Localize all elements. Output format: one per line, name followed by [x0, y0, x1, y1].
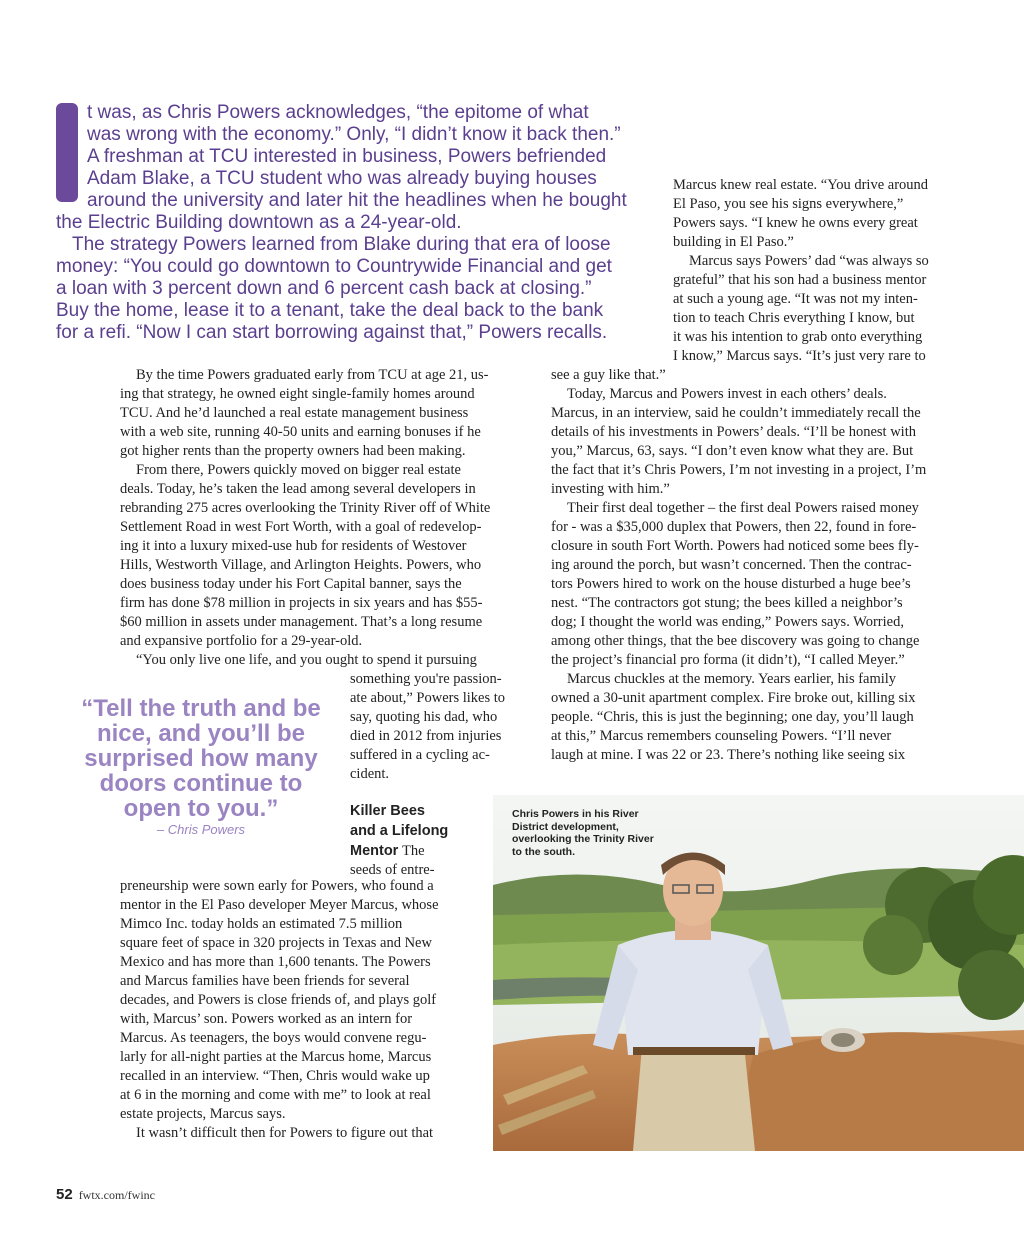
text-line: It wasn’t difficult then for Powers to figure out that: [136, 1125, 434, 1141]
text-line: at 6 in the morning and come with me” to look at real: [120, 1087, 431, 1103]
page-footer: [56, 1186, 155, 1203]
text-line: the project’s financial pro forma (it didn’t), “I called Meyer.”: [551, 652, 905, 668]
text-line: building in El Paso.”: [673, 234, 794, 250]
text-line: dog; I thought the world was ending,” Powers says. Worried,: [551, 614, 904, 630]
text-line: at such a young age. “It was not my inten-: [673, 291, 918, 307]
text-line: Settlement Road in west Fort Worth, with a goal of redevelop-: [120, 519, 482, 535]
heading-line: and a Lifelong: [350, 823, 449, 839]
caption-line: District development,: [512, 820, 619, 833]
right-top-column: [673, 176, 973, 366]
pull-quote-line: doors continue to: [99, 770, 303, 797]
heading-tail-text: The: [401, 843, 425, 859]
left-column: [120, 366, 520, 670]
text-line: Mexico and has more than 1,600 tenants. The Powers: [120, 954, 431, 970]
pull-quote-line: surprised how many: [84, 745, 318, 772]
text-line: investing with him.”: [551, 481, 670, 497]
intro-line: t was, as Chris Powers acknowledges, “the epitome of what: [87, 102, 589, 123]
text-line: see a guy like that.”: [551, 367, 666, 383]
text-line: say, quoting his dad, who: [350, 709, 498, 725]
text-line: and Marcus families have been friends for several: [120, 973, 410, 989]
heading-line: Mentor: [350, 843, 399, 859]
page-number: 52: [56, 1186, 73, 1203]
text-line: details of his investments in Powers’ deals. “I’ll be honest with: [551, 424, 916, 440]
intro-line: The strategy Powers learned from Blake during that era of loose: [72, 234, 611, 255]
intro-line: a loan with 3 percent down and 6 percent cash back at closing.”: [56, 278, 592, 299]
heading-line: Killer Bees: [350, 803, 425, 819]
text-line: recalled in an interview. “Then, Chris would wake up: [120, 1068, 430, 1084]
text-line: Today, Marcus and Powers invest in each others’ deals.: [567, 386, 887, 402]
text-line: owned a 30-unit apartment complex. Fire broke out, killing six: [551, 690, 916, 706]
intro-line: money: “You could go downtown to Countrywide Financial and get: [56, 256, 612, 277]
text-line: Their first deal together – the first deal Powers raised money: [567, 500, 919, 516]
text-line: seeds of entre-: [350, 862, 435, 878]
text-line: firm has done $78 million in projects in six years and has $55-: [120, 595, 483, 611]
intro-paragraph: [56, 102, 666, 344]
intro-line: around the university and later hit the headlines when he bought: [87, 190, 627, 211]
text-line: decades, and Powers is close friends of, and plays golf: [120, 992, 437, 1008]
text-line: Marcus says Powers’ dad “was always so: [689, 253, 929, 269]
text-line: By the time Powers graduated early from TCU at age 21, us-: [136, 367, 489, 383]
text-line: TCU. And he’d launched a real estate management business: [120, 405, 469, 421]
text-line: got higher rents than the property owners had been making.: [120, 443, 466, 459]
intro-line: for a refi. “Now I can start borrowing against that,” Powers recalls.: [56, 322, 608, 343]
text-line: Marcus, in an interview, said he couldn’t immediately recall the: [551, 405, 921, 421]
text-line: preneurship were sown early for Powers, who found a: [120, 878, 434, 894]
caption-line: Chris Powers in his River: [512, 808, 639, 820]
text-line: From there, Powers quickly moved on bigger real estate: [136, 462, 461, 478]
text-line: something you're passion-: [350, 671, 502, 687]
text-line: I know,” Marcus says. “It’s just very rare to: [673, 348, 926, 364]
pull-quote-author: – Chris Powers: [156, 822, 246, 837]
text-line: laugh at mine. I was 22 or 23. There’s nothing like seeing six: [551, 747, 906, 763]
text-line: “You only live one life, and you ought to spend it pursuing: [136, 652, 477, 668]
text-line: it was his intention to grab onto everything: [673, 329, 923, 345]
text-line: El Paso, you see his signs everywhere,”: [673, 196, 904, 212]
text-line: Marcus. As teenagers, the boys would convene regu-: [120, 1030, 427, 1046]
text-line: people. “Chris, this is just the beginning; one day, you’ll laugh: [551, 709, 914, 725]
footer-url: fwtx.com/fwinc: [78, 1188, 155, 1202]
text-line: nest. “The contractors got stung; the bees killed a neighbor’s: [551, 595, 903, 611]
intro-line: Adam Blake, a TCU student who was already buying houses: [87, 168, 597, 189]
left-bottom-column: [120, 877, 480, 1143]
text-line: among other things, that the bee discovery was going to change: [551, 633, 920, 649]
text-line: suffered in a cycling ac-: [350, 747, 490, 763]
text-line: grateful” that his son had a business mentor: [673, 272, 927, 288]
narrow-column: [350, 670, 520, 784]
pull-quote-line: open to you.”: [123, 795, 279, 822]
text-line: Mimco Inc. today holds an estimated 7.5 million: [120, 916, 403, 932]
text-line: ate about,” Powers likes to: [350, 690, 506, 706]
intro-line: A freshman at TCU interested in business, Powers befriended: [87, 146, 607, 167]
text-line: the fact that it’s Chris Powers, I’m not investing in a project, I’m: [551, 462, 927, 478]
text-line: and expansive portfolio for a 29-year-old.: [120, 633, 363, 649]
text-line: estate projects, Marcus says.: [120, 1106, 286, 1122]
text-line: ing around the porch, but wasn’t concerned. Then the contrac-: [551, 557, 912, 573]
text-line: died in 2012 from injuries: [350, 728, 502, 744]
text-line: Marcus chuckles at the memory. Years earlier, his family: [567, 671, 897, 687]
pull-quote: [70, 696, 332, 821]
intro-line: was wrong with the economy.” Only, “I didn’t know it back then.”: [87, 124, 621, 145]
text-line: with, Marcus’ son. Powers worked as an intern for: [120, 1011, 413, 1027]
text-line: for - was a $35,000 duplex that Powers, then 22, found in fore-: [551, 519, 917, 535]
text-line: square feet of space in 320 projects in Texas and New: [120, 935, 432, 951]
pull-quote-line: nice, and you’ll be: [96, 720, 306, 747]
text-line: rebranding 275 acres overlooking the Trinity River off of White: [120, 500, 491, 516]
intro-line: Buy the home, lease it to a tenant, take the deal back to the bank: [56, 300, 604, 321]
text-line: $60 million in assets under management. That’s a long resume: [120, 614, 483, 630]
text-line: cident.: [350, 766, 390, 782]
caption-line: overlooking the Trinity River: [512, 833, 654, 845]
text-line: Marcus knew real estate. “You drive around: [673, 177, 929, 193]
text-line: closure in south Fort Worth. Powers had noticed some bees fly-: [551, 538, 919, 554]
intro-line: the Electric Building downtown as a 24-year-old.: [56, 212, 462, 233]
right-column: [551, 366, 961, 765]
photo-caption: [512, 808, 682, 858]
text-line: Hills, Westworth Village, and Arlington Heights. Powers, who: [120, 557, 482, 573]
text-line: you,” Marcus, 63, says. “I don’t even know what they are. But: [551, 443, 914, 459]
text-line: does business today under his Fort Capital banner, says the: [120, 576, 462, 592]
text-line: larly for all-night parties at the Marcus home, Marcus: [120, 1049, 432, 1065]
text-line: mentor in the El Paso developer Meyer Marcus, whose: [120, 897, 439, 913]
text-line: Powers says. “I knew he owns every great: [673, 215, 918, 231]
caption-line: to the south.: [512, 845, 575, 858]
text-line: at this,” Marcus remembers counseling Powers. “I’ll never: [551, 728, 892, 744]
text-line: tors Powers hired to work on the house disturbed a huge bee’s: [551, 576, 911, 592]
text-line: ing that strategy, he owned eight single-family homes around: [120, 386, 475, 402]
text-line: tion to teach Chris everything I know, but: [673, 310, 915, 326]
text-line: deals. Today, he’s taken the lead among several developers in: [120, 481, 476, 497]
text-line: with a web site, running 40-50 units and earning bonuses if he: [120, 424, 481, 440]
text-line: ing it into a luxury mixed-use hub for residents of Westover: [120, 538, 467, 554]
pull-quote-line: “Tell the truth and be: [81, 695, 321, 722]
